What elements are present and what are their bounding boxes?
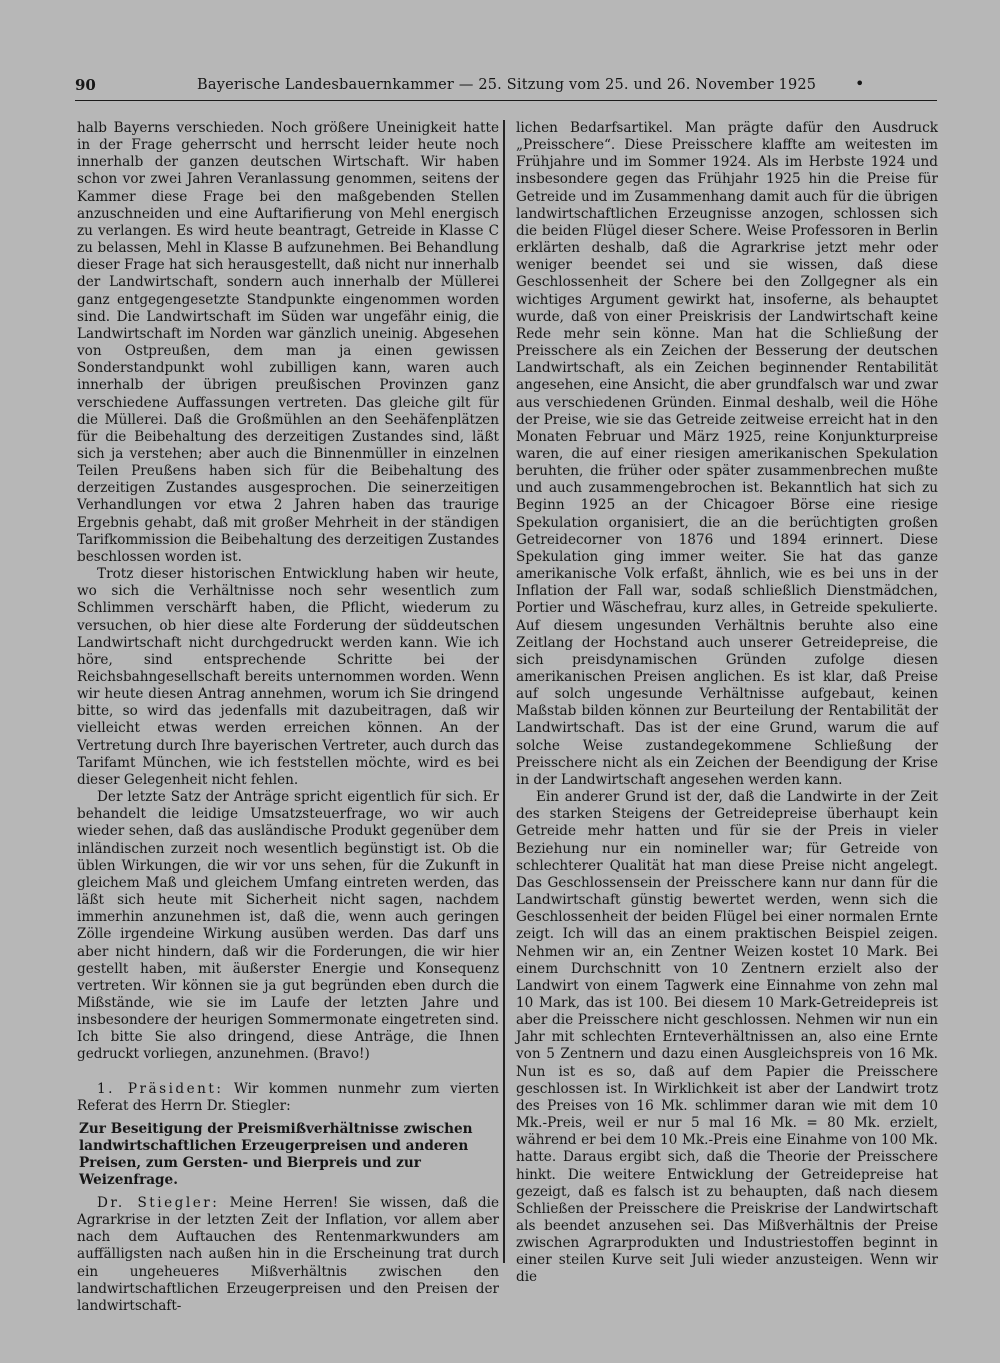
speaker-name: 1. Präsident: [97, 1080, 224, 1097]
left-column [77, 120, 499, 1315]
speech-text: Wir kommen nunmehr zum vierten Referat des Herrn Dr. Stiegler: [77, 1080, 499, 1114]
column-divider [503, 120, 505, 1263]
page-number: 90 [75, 76, 96, 94]
right-column [516, 120, 938, 1287]
dot-mark: • [855, 74, 865, 93]
speech-text: Meine Herren! Sie wissen, daß die Agrarkrise in der letzten Zeit der Inflation, vor allem aber nach dem Auftauchen des Rentenmarkwunders am auffälligsten nach außen hin in die Erscheinung trat durch ein ungeheueres Mißverhältnis zwischen den landwirtschaftlichen Erzeugerpreisen und den Preisen der landwirtschaft- [77, 1194, 499, 1314]
speaker-name: Dr. Stiegler: [97, 1194, 220, 1211]
paragraph: Der letzte Satz der Anträge spricht eigentlich für sich. Er behandelt die leidige Umsatzsteuerfrage, wo wir auch wieder sehen, daß das ausländische Produkt gegenüber dem inländischen zurzeit noch wesentlich begünstigt ist. Ob die üblen Wirkungen, die wir vor uns sehen, für die Zukunft in gleichem Maß und gleichem Umfang eintreten werden, das läßt sich heute mit Sicherheit nicht sagen, nachdem immerhin anzunehmen ist, daß die, wenn auch geringen Zölle irgendeine Wirkung ausüben werden. Das darf uns aber nicht hindern, daß wir die Forderungen, die wir hier gestellt haben, mit äußerster Energie und Konsequenz vertreten. Wir können sie ja gut begründen eben durch die Mißstände, wie sie im Laufe der letzten Jahre und insbesondere der heurigen Sommermonate eingetreten sind. Ich bitte Sie also dringend, diese Anträge, die Ihnen gedruckt vorliegen, anzunehmen. (Bravo!) [77, 789, 499, 1063]
page-header [75, 76, 937, 101]
paragraph: Trotz dieser historischen Entwicklung haben wir heute, wo sich die Verhältnisse noch sehr wesentlich zum Schlimmen verschärft haben, die Pflicht, wiederum zu versuchen, ob hier diese alte Forderung der süddeutschen Landwirtschaft nicht durchgedruckt werden kann. Wie ich höre, sind entsprechende Schritte bei der Reichsbahngesellschaft bereits unternommen worden. Wenn wir heute diesen Antrag annehmen, worum ich Sie dringend bitte, so wird das jedenfalls mit dazubeitragen, daß wir vielleicht etwas werden erreichen können. An der Vertretung durch Ihre bayerischen Vertreter, auch durch das Tarifamt München, wie ich feststellen möchte, wird es bei dieser Gelegenheit nicht fehlen. [77, 566, 499, 788]
paragraph [77, 1081, 499, 1115]
running-title: Bayerische Landesbauernkammer — 25. Sitzung vom 25. und 26. November 1925 [197, 77, 817, 93]
paragraph: Ein anderer Grund ist der, daß die Landwirte in der Zeit des starken Steigens der Getreidepreise überhaupt kein Getreide mehr hatten und für sie der Preis in vieler Beziehung nur ein nomineller war; für Getreide von schlechterer Qualität hat man diese Preise nicht angelegt. Das Geschlossensein der Preisschere kann nur dann für die Landwirtschaft günstig bewertet werden, wenn sich die Geschlossenheit der beiden Flügel bei einer normalen Ernte zeigt. Ich will das an einem praktischen Beispiel zeigen. Nehmen wir an, ein Zentner Weizen kostet 10 Mark. Bei einem Durchschnitt von 10 Zentnern erzielt also der Landwirt von einem Tagwerk eine Einnahme von zehn mal 10 Mark, das ist 100. Bei diesem 10 Mark-Getreidepreis ist aber die Preisschere nicht geschlossen. Nehmen wir nun ein Jahr mit schlechten Ernteverhältnissen an, also eine Ernte von 5 Zentnern und dazu einen Ausgleichspreis von 16 Mk. Nun ist es so, daß auf dem Papier die Preisschere geschlossen ist. In Wirklichkeit ist aber der Landwirt trotz des Preises von 16 Mk. schlimmer daran wie mit dem 10 Mk.-Preis, weil er nur 5 mal 16 Mk. = 80 Mk. erzielt, während er bei dem 10 Mk.-Preis eine Einahme von 100 Mk. hatte. Daraus ergibt sich, daß die Theorie der Preisschere hinkt. Die weitere Entwicklung der Getreidepreise hat gezeigt, daß es falsch ist zu behaupten, daß nach diesem Schließen der Preisschere die Preiskrise der Landwirtschaft als beendet anzusehen sei. Das Mißverhältnis der Preise zwischen Agrarprodukten und Industriestoffen beginnt in einer steilen Kurve seit Juli wieder anzusteigen. Wenn wir die [516, 789, 938, 1286]
paragraph [77, 1195, 499, 1315]
paragraph: halb Bayerns verschieden. Noch größere Uneinigkeit hatte in der Frage geherrscht und herrscht leider heute noch innerhalb der ganzen deutschen Wirtschaft. Wir haben schon vor zwei Jahren Veranlassung genommen, seitens der Kammer diese Frage bei den maßgebenden Stellen anzuschneiden und eine Auftarifierung von Mehl energisch zu verlangen. Es wird heute beantragt, Getreide in Klasse C zu belassen, Mehl in Klasse B aufzunehmen. Bei Behandlung dieser Frage hat sich herausgestellt, daß nicht nur innerhalb der Landwirtschaft, sondern auch innerhalb der Müllerei ganz entgegengesetzte Standpunkte eingenommen worden sind. Die Landwirtschaft im Süden war ungefähr einig, die Landwirtschaft im Norden war gänzlich uneinig. Abgesehen von Ostpreußen, dem man ja einen gewissen Sonderstandpunkt wohl zubilligen kann, waren auch innerhalb der übrigen preußischen Provinzen ganz verschiedene Auffassungen vertreten. Das gleiche gilt für die Müllerei. Daß die Großmühlen an den Seehäfenplätzen für die Beibehaltung des derzeitigen Zustandes sind, läßt sich ja verstehen; aber auch die Binnenmüller in einzelnen Teilen Preußens haben sich für die Beibehaltung des derzeitigen Zustandes ausgesprochen. Die seinerzeitigen Verhandlungen vor etwa 2 Jahren haben das traurige Ergebnis gehabt, daß mit großer Mehrheit in der ständigen Tarifkommission die Beibehaltung des derzeitigen Zustandes beschlossen worden ist. [77, 120, 499, 565]
section-heading: Zur Beseitigung der Preismißverhältnisse zwischen landwirtschaftlichen Erzeugerpreisen und anderen Preisen, zum Gersten- und Bierpreis und zur Weizenfrage. [79, 1120, 473, 1188]
paragraph: lichen Bedarfsartikel. Man prägte dafür den Ausdruck „Preisschere“. Diese Preisschere klaffte am weitesten im Frühjahre und im Sommer 1924. Als im Herbste 1924 und insbesondere gegen das Frühjahr 1925 hin die Preise für Getreide und im Zusammenhang damit auch für die übrigen landwirtschaftlichen Erzeugnisse anzogen, schlossen sich die beiden Flügel dieser Schere. Weise Professoren in Berlin erklärten deshalb, daß die Agrarkrise jetzt mehr oder weniger beendet sei und sie wissen, daß diese Geschlossenheit der Schere bei den Zollgegner als ein wichtiges Argument gewirkt hat, insoferne, als behauptet wurde, daß von einer Preiskrisis der Landwirtschaft keine Rede mehr sein könne. Man hat die Schließung der Preisschere als ein Zeichen der Besserung der deutschen Landwirtschaft, als ein Zeichen beginnender Rentabilität angesehen, eine Ansicht, die aber grundfalsch war und zwar aus verschiedenen Gründen. Einmal deshalb, weil die Höhe der Preise, wie sie das Getreide zeitweise erreicht hat in den Monaten Februar und März 1925, reine Konjunkturpreise waren, die auf einer riesigen amerikanischen Spekulation beruhten, die früher oder später zusammenbrechen mußte und auch zusammengebrochen ist. Bekanntlich hat sich zu Beginn 1925 an der Chicagoer Börse eine riesige Spekulation organisiert, die an die berüchtigten großen Getreidecorner von 1876 und 1894 erinnert. Diese Spekulation ging immer weiter. Sie hat das ganze amerikanische Volk erfaßt, ähnlich, wie es bei uns in der Inflation der Fall war, sodaß schließlich Dienstmädchen, Portier und Wäschefrau, kurz alles, in Getreide spekulierte. Auf diesem ungesunden Verhältnis beruhte also eine Zeitlang der Hochstand auch unserer Getreidepreise, die sich preisdynamischen Gründen zufolge diesen amerikanischen Preisen anglichen. Es ist klar, daß Preise auf solch ungesunde Verhältnisse aufgebaut, keinen Maßstab bilden können zur Beurteilung der Rentabilität der Landwirtschaft. Das ist der eine Grund, warum die auf solche Weise zustandegekommene Schließung der Preisschere nicht als ein Zeichen der Beendigung der Krise in der Landwirtschaft angesehen werden kann. [516, 120, 938, 788]
